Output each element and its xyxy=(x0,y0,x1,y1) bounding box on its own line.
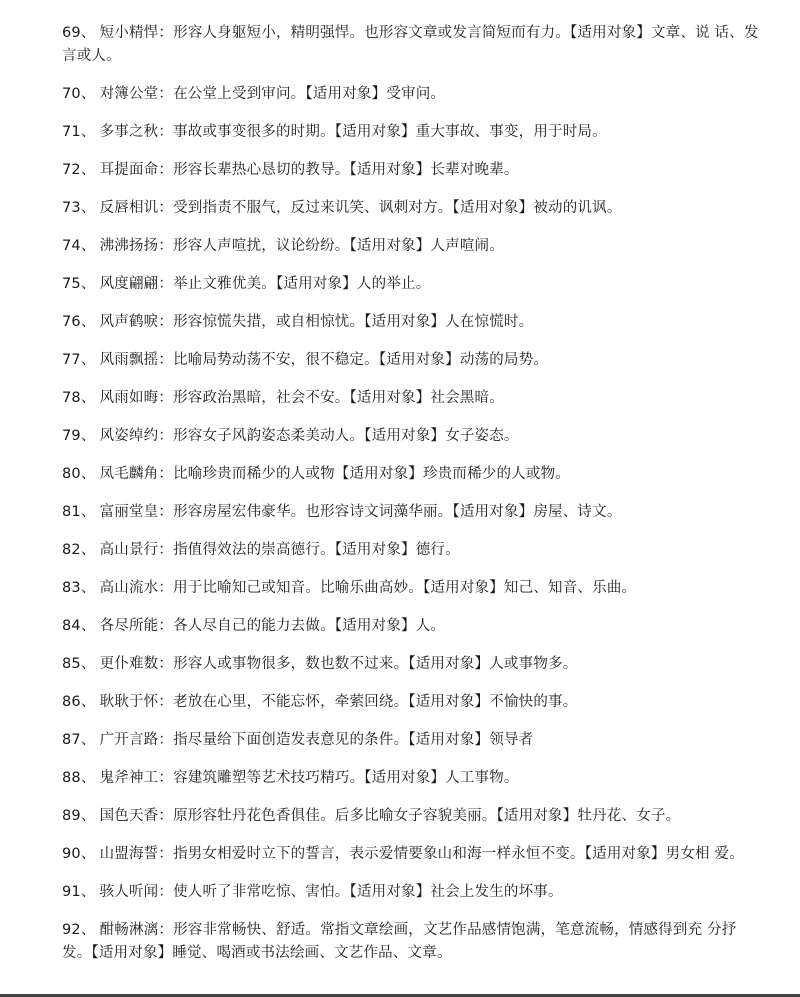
entry-text: ：举止文雅优美。【适用对象】人的举止。 xyxy=(158,276,431,292)
entry-idiom: 短小精悍 xyxy=(99,25,159,41)
entry-idiom: 骇人听闻 xyxy=(99,884,159,900)
idiom-entry xyxy=(62,463,762,486)
entry-text: ：形容人声喧扰，议论纷纷。【适用对象】人声喧闹。 xyxy=(158,238,504,254)
entry-idiom: 风雨飘摇 xyxy=(99,352,159,368)
entry-num: 69、 xyxy=(62,25,96,41)
entry-idiom: 高山景行 xyxy=(99,542,159,558)
idiom-entry xyxy=(62,311,762,334)
entry-num: 88、 xyxy=(62,770,96,786)
entry-text: ：事故或事变很多的时期。【适用对象】重大事故、事变，用于时局。 xyxy=(158,124,607,140)
entry-text: ：受到指责不服气，反过来讥笑、讽刺对方。【适用对象】被动的讥讽。 xyxy=(158,200,622,216)
idiom-entry xyxy=(62,577,762,600)
idiom-entry xyxy=(62,197,762,220)
entry-num: 79、 xyxy=(62,428,96,444)
entry-text: ：指男女相爱时立下的誓言，表示爱情要象山和海一样永恒不变。【适用对象】男女相 爱。 xyxy=(158,846,744,862)
entry-num: 92、 xyxy=(62,922,96,938)
idiom-entry xyxy=(62,691,762,714)
entry-num: 90、 xyxy=(62,846,96,862)
entry-idiom: 风度翩翩 xyxy=(99,276,159,292)
idiom-entry xyxy=(62,729,762,752)
entry-text: ：形容长辈热心恳切的教导。【适用对象】长辈对晚辈。 xyxy=(158,162,519,178)
idiom-entry xyxy=(62,843,762,866)
entry-text: ：形容人或事物很多，数也数不过来。【适用对象】人或事物多。 xyxy=(158,656,578,672)
idiom-entry xyxy=(62,349,762,372)
entry-idiom: 耳提面命 xyxy=(99,162,159,178)
entry-num: 74、 xyxy=(62,238,96,254)
entry-num: 73、 xyxy=(62,200,96,216)
idiom-entry xyxy=(62,425,762,448)
entry-text: ：形容非常畅快、舒适。常指文章绘画，文艺作品感情饱满，笔意流畅，情感得到充 分抒发。【适用对象】睡觉、喝酒或书法绘画、文艺作品、文章。 xyxy=(62,922,737,961)
entry-idiom: 对簿公堂 xyxy=(99,86,159,102)
entry-idiom: 风姿绰约 xyxy=(99,428,159,444)
entry-num: 77、 xyxy=(62,352,96,368)
entry-text: ：容建筑雕塑等艺术技巧精巧。【适用对象】人工事物。 xyxy=(158,770,519,786)
entry-text: ：老放在心里，不能忘怀，牵萦回绕。【适用对象】不愉快的事。 xyxy=(158,694,578,710)
entry-idiom: 各尽所能 xyxy=(99,618,159,634)
entry-text: ：形容房屋宏伟豪华。也形容诗文词藻华丽。【适用对象】房屋、诗文。 xyxy=(158,504,622,520)
entry-num: 89、 xyxy=(62,808,96,824)
entry-idiom: 反唇相讥 xyxy=(99,200,159,216)
entry-num: 81、 xyxy=(62,504,96,520)
entry-num: 78、 xyxy=(62,390,96,406)
entry-num: 84、 xyxy=(62,618,96,634)
idiom-entry xyxy=(62,273,762,296)
idiom-entry xyxy=(62,159,762,182)
entry-idiom: 耿耿于怀 xyxy=(99,694,159,710)
idiom-entry xyxy=(62,653,762,676)
entry-text: ：使人听了非常吃惊、害怕。【适用对象】社会上发生的坏事。 xyxy=(158,884,563,900)
entry-text: ：指值得效法的崇高德行。【适用对象】德行。 xyxy=(158,542,460,558)
entry-idiom: 酣畅淋漓 xyxy=(99,922,159,938)
entry-text: ：用于比喻知己或知音。比喻乐曲高妙。【适用对象】知己、知音、乐曲。 xyxy=(158,580,637,596)
entry-text: ：形容政治黑暗，社会不安。【适用对象】社会黑暗。 xyxy=(158,390,504,406)
entry-idiom: 风雨如晦 xyxy=(99,390,159,406)
entry-idiom: 多事之秋 xyxy=(99,124,159,140)
entry-idiom: 广开言路 xyxy=(99,732,159,748)
entry-num: 87、 xyxy=(62,732,96,748)
entry-idiom: 更仆难数 xyxy=(99,656,159,672)
entry-num: 83、 xyxy=(62,580,96,596)
entry-num: 82、 xyxy=(62,542,96,558)
entry-idiom: 富丽堂皇 xyxy=(99,504,159,520)
entry-num: 80、 xyxy=(62,466,96,482)
entry-num: 86、 xyxy=(62,694,96,710)
entry-text: ：形容惊慌失措，或自相惊忧。【适用对象】人在惊慌时。 xyxy=(158,314,534,330)
entry-text: ：各人尽自己的能力去做。【适用对象】人。 xyxy=(158,618,446,634)
idiom-entry xyxy=(62,83,762,106)
entry-text: ：形容女子风韵姿态柔美动人。【适用对象】女子姿态。 xyxy=(158,428,519,444)
entry-num: 85、 xyxy=(62,656,96,672)
idiom-entry xyxy=(62,501,762,524)
idiom-entry xyxy=(62,805,762,828)
idiom-entry xyxy=(62,387,762,410)
entry-text: ：指尽量给下面创造发表意见的条件。【适用对象】领导者 xyxy=(158,732,534,748)
entry-num: 72、 xyxy=(62,162,96,178)
entry-text: ：原形容牡丹花色香俱佳。后多比喻女子容貌美丽。【适用对象】牡丹花、女子。 xyxy=(158,808,681,824)
entry-num: 75、 xyxy=(62,276,96,292)
idiom-entry xyxy=(62,615,762,638)
idiom-entry xyxy=(62,235,762,258)
idiom-list xyxy=(62,22,762,980)
entry-num: 70、 xyxy=(62,86,96,102)
entry-text: ：比喻珍贵而稀少的人或物【适用对象】珍贵而稀少的人或物。 xyxy=(158,466,570,482)
entry-text: ：在公堂上受到审问。【适用对象】受审问。 xyxy=(158,86,446,102)
entry-idiom: 风声鹤唳 xyxy=(99,314,159,330)
entry-idiom: 山盟海誓 xyxy=(99,846,159,862)
idiom-entry xyxy=(62,539,762,562)
entry-text: ：形容人身躯短小，精明强悍。也形容文章或发言简短而有力。【适用对象】文章、说 话、发言或人。 xyxy=(62,25,759,64)
idiom-entry xyxy=(62,22,762,68)
entry-idiom: 鬼斧神工 xyxy=(99,770,159,786)
idiom-entry xyxy=(62,767,762,790)
entry-idiom: 凤毛麟角 xyxy=(99,466,159,482)
idiom-entry xyxy=(62,919,762,965)
entry-idiom: 沸沸扬扬 xyxy=(99,238,159,254)
entry-idiom: 高山流水 xyxy=(99,580,159,596)
entry-num: 71、 xyxy=(62,124,96,140)
idiom-entry xyxy=(62,881,762,904)
entry-num: 91、 xyxy=(62,884,96,900)
entry-num: 76、 xyxy=(62,314,96,330)
idiom-entry xyxy=(62,121,762,144)
entry-idiom: 国色天香 xyxy=(99,808,159,824)
entry-text: ：比喻局势动荡不安，很不稳定。【适用对象】动荡的局势。 xyxy=(158,352,549,368)
